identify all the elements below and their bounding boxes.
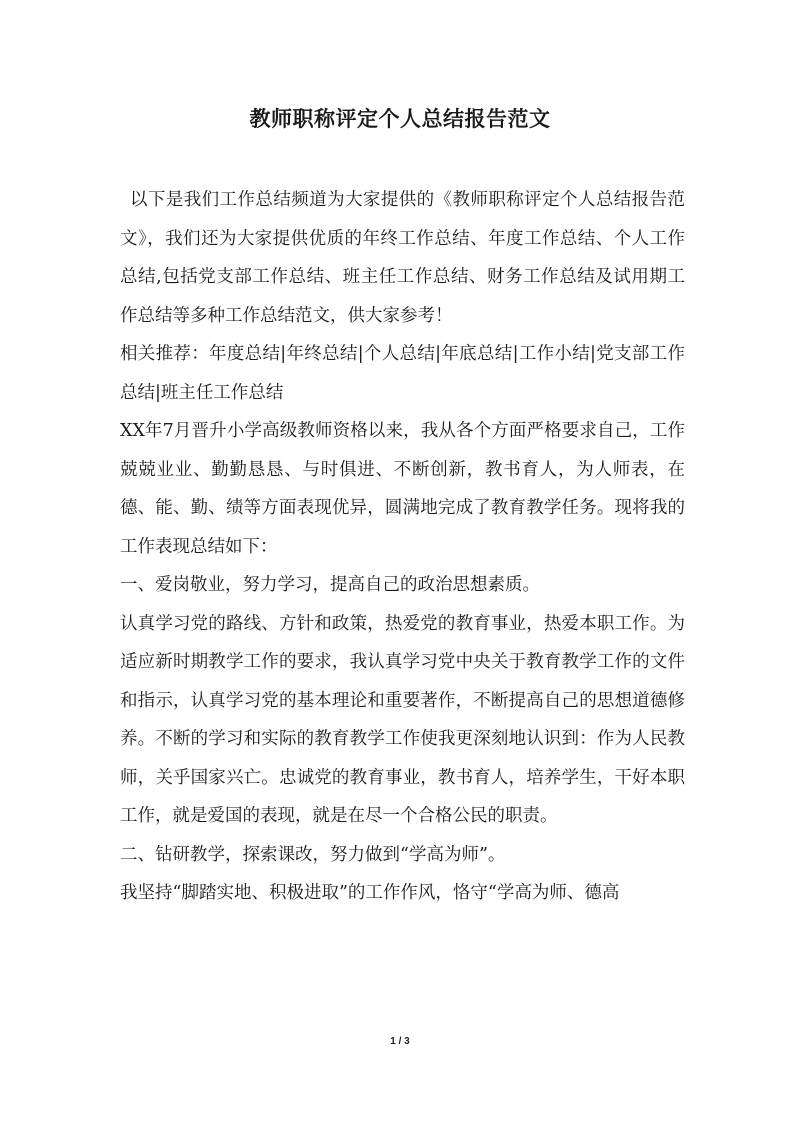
paragraph-intro: 以下是我们工作总结频道为大家提供的《教师职称评定个人总结报告范文》，我们还为大家提供优质的年终工作总结、年度工作总结、个人工作总结,包括党支部工作总结、班主任工作总结、财务工作总结及试用期工作总结等多种工作总结范文，供大家参考！ [120, 190, 685, 326]
paragraph-summary-opening: XX年7月晋升小学高级教师资格以来，我从各个方面严格要求自己，工作兢兢业业、勤勤恳恳、与时俱进、不断创新，教书育人，为人师表，在德、能、勤、绩等方面表现优异，圆满地完成了教育教学任务。现将我的工作表现总结如下： [120, 421, 685, 557]
section-heading-1: 一、爱岗敬业，努力学习，提高自己的政治思想素质。 [120, 575, 540, 595]
page-number: 1 / 3 [390, 1036, 410, 1047]
section-heading-2: 二、钻研教学，探索课改，努力做到“学高为师”。 [120, 844, 506, 865]
paragraph-related-recommendations: 相关推荐：年度总结|年终总结|个人总结|年底总结|工作小结|党支部工作总结|班主任工作总结 [120, 344, 685, 403]
document-body [120, 181, 685, 913]
paragraph-section-1-body: 认真学习党的路线、方针和政策，热爱党的教育事业，热爱本职工作。为适应新时期教学工作的要求，我认真学习党中央关于教育教学工作的文件和指示，认真学习党的基本理论和重要著作，不断提高自己的思想道德修养。不断的学习和实际的教育教学工作使我更深刻地认识到：作为人民教师，关乎国家兴亡。忠诚党的教育事业，教书育人，培养学生，干好本职工作，就是爱国的表现，就是在尽一个合格公民的职责。 [120, 613, 685, 826]
document-title: 教师职称评定个人总结报告范文 [249, 106, 551, 131]
paragraph-section-2-body: 我坚持“脚踏实地、积极进取”的工作作风，恪守“学高为师、德高 [120, 883, 620, 903]
